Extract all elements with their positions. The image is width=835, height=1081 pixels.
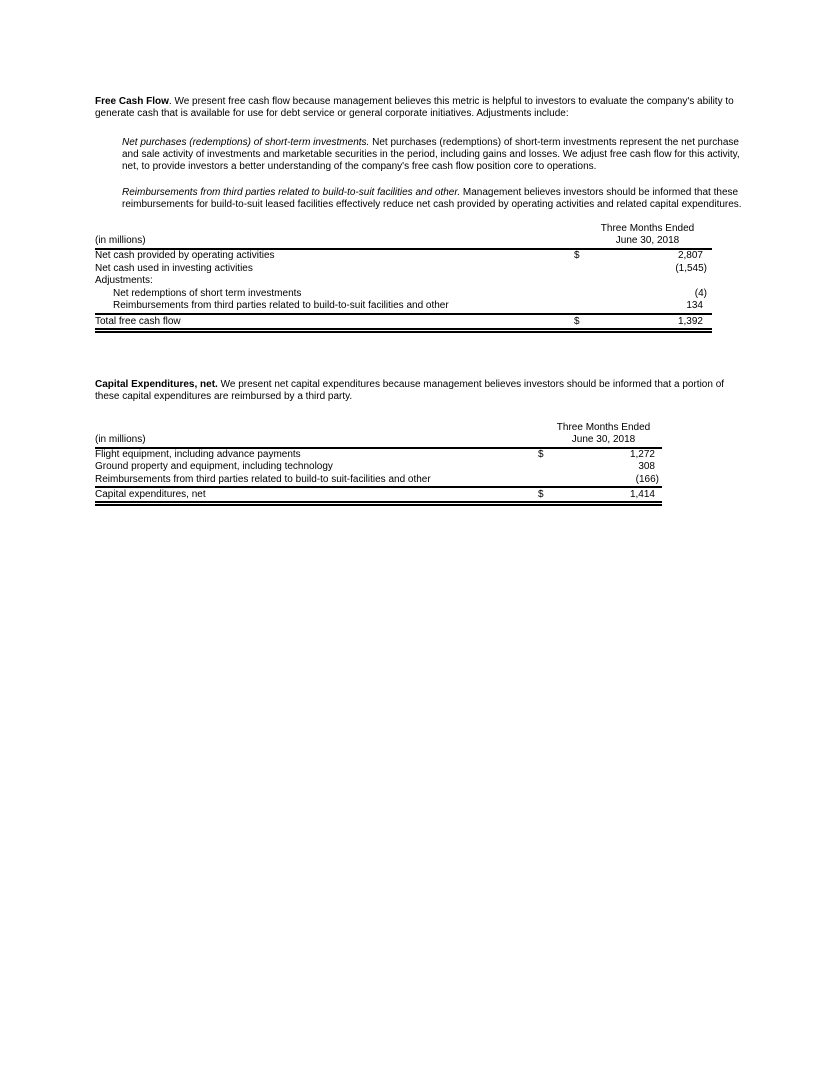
table-header (95, 422, 662, 449)
table-row (95, 250, 712, 263)
value-cell: 134 (686, 300, 703, 311)
page-content (95, 96, 744, 506)
period-label: Three Months Ended (600, 223, 695, 234)
adjustment-paragraph-2 (122, 187, 744, 211)
table-row (95, 288, 712, 301)
section-free-cash-flow (95, 96, 744, 333)
row-label: Reimbursements from third parties related to build-to-suit facilities and other (113, 300, 449, 311)
value-cell: 1,414 (629, 489, 655, 500)
currency-cell: $ (538, 448, 544, 460)
value-cell: (166) (635, 473, 659, 485)
double-rule (95, 328, 712, 333)
period-date-row (95, 434, 662, 446)
adjustment-1-body: Net purchases (redemptions) of short-term investments represent the net purchase and sale activity of investments and marketable securities in the period, including gains and losses. We adjust free cash flow for this activity, net, to provide investors a better understanding of the company's free cash flow position core to operations. (122, 137, 740, 172)
row-label: Adjustments: (95, 275, 153, 286)
period-date: June 30, 2018 (615, 235, 680, 246)
table-row (95, 275, 712, 288)
row-label: Flight equipment, including advance payments (95, 448, 301, 460)
row-label: Net redemptions of short term investments (113, 287, 302, 299)
value-cell: 1,392 (677, 315, 703, 327)
capital-expenditures-intro-text: We present net capital expenditures because management believes investors should be informed that a portion of these capital expenditures are reimbursed by a third party. (95, 378, 725, 402)
header-spacer (95, 422, 545, 434)
capital-expenditures-heading: Capital Expenditures, net. (95, 378, 218, 390)
table-header (95, 223, 712, 250)
row-label: Ground property and equipment, including technology (95, 461, 333, 472)
capital-expenditures-table (95, 422, 662, 507)
value-cell: 2,807 (677, 250, 703, 261)
capital-expenditures-paragraph (95, 379, 744, 403)
free-cash-flow-table (95, 223, 712, 333)
adjustment-paragraph-1 (122, 137, 744, 173)
period-label: Three Months Ended (556, 421, 651, 433)
free-cash-flow-heading: Free Cash Flow (95, 96, 169, 107)
value-cell: (4) (694, 287, 707, 299)
currency-cell: $ (574, 315, 580, 327)
row-label: Net cash provided by operating activities (95, 250, 275, 261)
free-cash-flow-intro-text: . We present free cash flow because management believes this metric is helpful to investors to evaluate the company's ability to generate cash that is available for use for debt service or general corporate initiatives. Adjustments include: (95, 96, 734, 119)
total-row (95, 486, 662, 501)
table-row (95, 474, 662, 487)
currency-cell: $ (574, 250, 580, 261)
double-rule (95, 501, 662, 506)
adjustment-2-lead: Reimbursements from third parties related to build-to-suit facilities and other. (122, 187, 461, 198)
row-label: Reimbursements from third parties related to build-to suit-facilities and other (95, 473, 431, 485)
period-date-row (95, 235, 712, 247)
period-date: June 30, 2018 (571, 433, 636, 445)
adjustment-1-lead: Net purchases (redemptions) of short-term investments. (122, 137, 370, 148)
table-row (95, 263, 712, 276)
adjustment-2-body: Management believes investors should be informed that these reimbursements for build-to-suit leased facilities effectively reduce net cash provided by operating activities and related capital expenditures. (122, 187, 742, 210)
period-label-row (95, 223, 712, 235)
table-row (95, 300, 712, 313)
value-cell: 1,272 (629, 448, 655, 460)
total-row (95, 313, 712, 328)
currency-cell: $ (538, 489, 544, 500)
free-cash-flow-intro-paragraph (95, 96, 744, 120)
period-label-row (95, 422, 662, 434)
header-spacer (95, 223, 583, 235)
row-label: Capital expenditures, net (95, 489, 206, 500)
section-capital-expenditures (95, 379, 744, 507)
row-label: Net cash used in investing activities (95, 262, 253, 274)
value-cell: (1,545) (675, 262, 707, 274)
units-label: (in millions) (95, 235, 146, 246)
table-row (95, 449, 662, 462)
row-label: Total free cash flow (95, 315, 181, 327)
value-cell: 308 (638, 461, 655, 472)
units-label: (in millions) (95, 433, 146, 445)
table-row (95, 461, 662, 474)
